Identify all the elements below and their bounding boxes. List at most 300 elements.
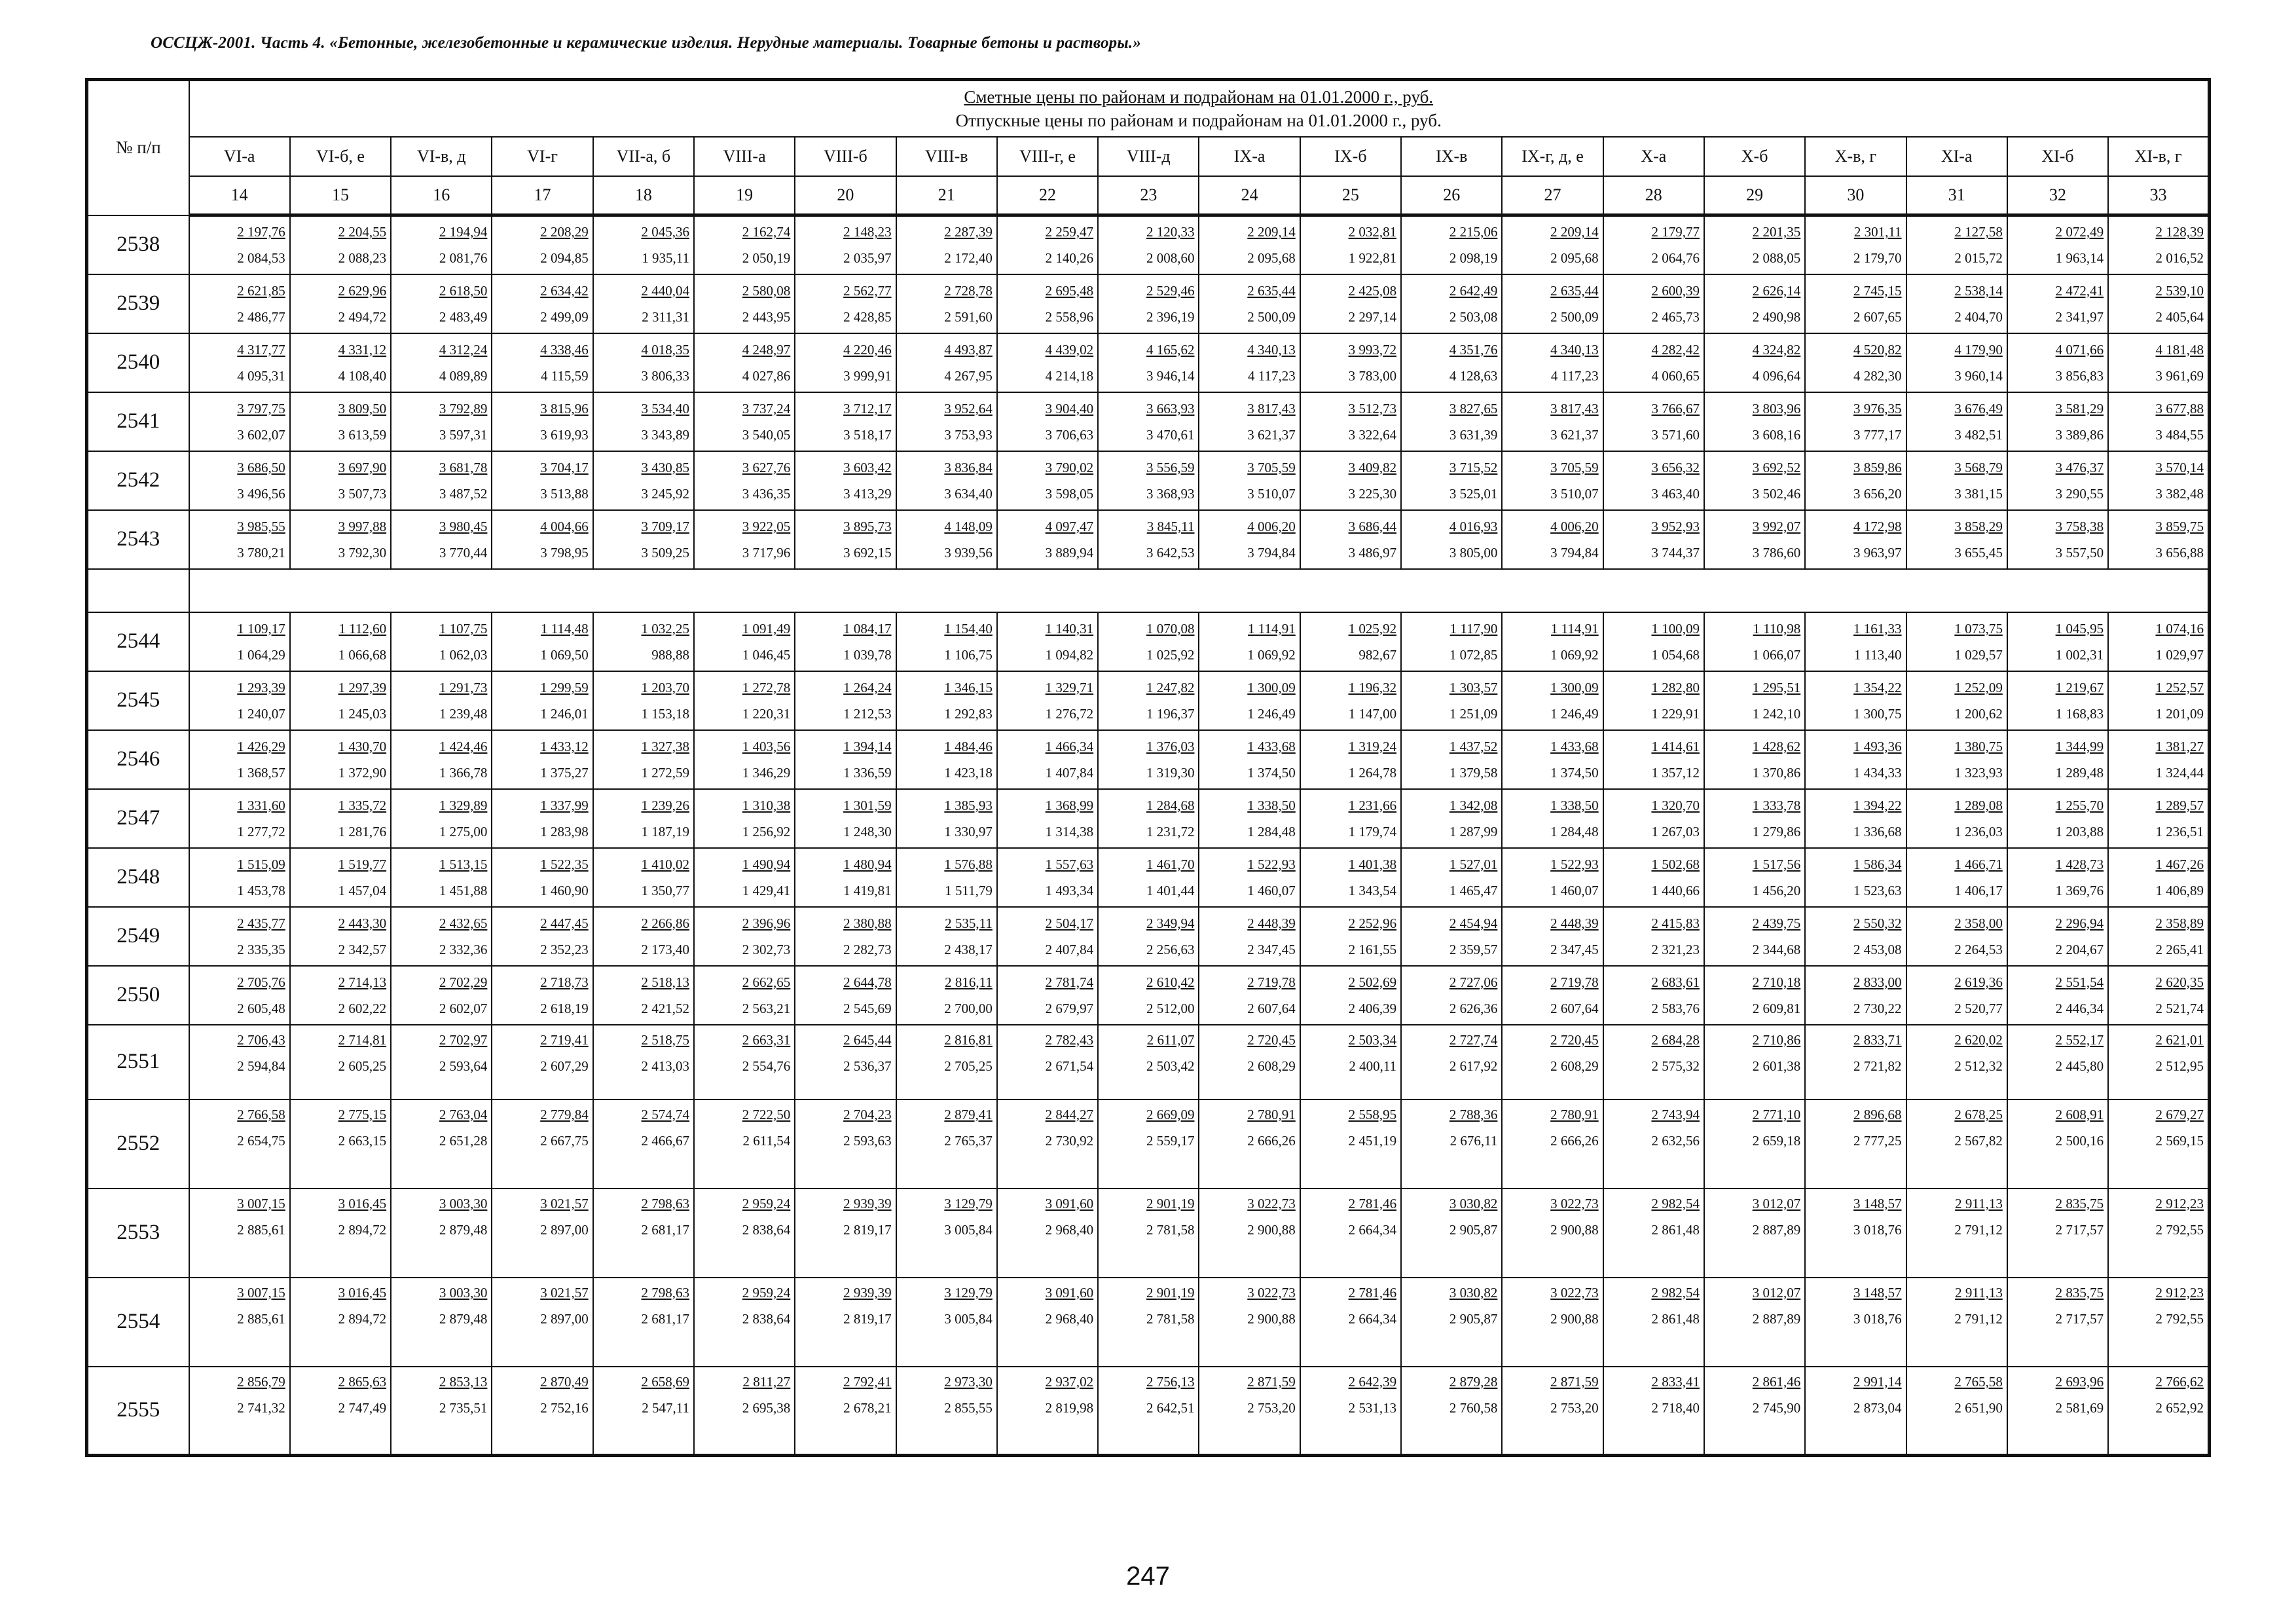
- price-cell: [795, 612, 896, 671]
- release-price: 2 594,84: [237, 1058, 285, 1074]
- release-price: 1 196,37: [1146, 705, 1195, 722]
- estimate-price: 2 870,49: [540, 1373, 589, 1390]
- price-cell: [2007, 510, 2108, 569]
- release-price: 1 236,03: [1954, 823, 2003, 840]
- estimate-price: 2 982,54: [1651, 1195, 1700, 1211]
- estimate-price: 1 110,98: [1753, 620, 1801, 637]
- price-cell: [1401, 451, 1502, 510]
- price-cell: [391, 392, 492, 451]
- column-number: 15: [290, 176, 391, 215]
- estimate-price: 1 586,34: [1853, 856, 1902, 872]
- release-price: 2 819,17: [843, 1310, 892, 1327]
- release-price: 1 248,30: [843, 823, 892, 840]
- estimate-price: 4 018,35: [641, 341, 689, 358]
- estimate-price: 4 324,82: [1752, 341, 1801, 358]
- price-cell: [593, 730, 694, 789]
- release-price: 2 601,38: [1752, 1058, 1801, 1074]
- price-cell: [1199, 215, 1300, 274]
- release-price: 2 681,17: [641, 1221, 689, 1238]
- price-cell: [1502, 848, 1603, 907]
- estimate-price: 1 557,63: [1045, 856, 1094, 872]
- estimate-price: 4 493,87: [944, 341, 993, 358]
- release-price: 2 500,16: [2055, 1132, 2104, 1149]
- release-price: 1 069,50: [540, 646, 589, 663]
- estimate-price: 3 758,38: [2055, 518, 2104, 534]
- price-cell: [290, 451, 391, 510]
- estimate-price: 2 939,39: [843, 1284, 892, 1301]
- price-cell: [1906, 1099, 2007, 1189]
- estimate-price: 2 719,78: [1247, 974, 1296, 990]
- table-row: [87, 966, 2210, 1025]
- release-price: 1 523,63: [1853, 882, 1902, 898]
- release-price: 2 591,60: [944, 308, 993, 325]
- estimate-price: 1 114,91: [1550, 620, 1599, 637]
- release-price: 4 027,86: [742, 367, 791, 384]
- release-price: 2 607,64: [1550, 1000, 1599, 1016]
- estimate-price: 3 980,45: [439, 518, 488, 534]
- estimate-price: 2 959,24: [742, 1195, 791, 1211]
- price-cell: [2007, 392, 2108, 451]
- price-cell: [1199, 730, 1300, 789]
- estimate-price: 2 911,13: [1955, 1284, 2003, 1301]
- price-cell: [1098, 1189, 1199, 1278]
- price-cell: [1401, 392, 1502, 451]
- release-price: 2 666,26: [1550, 1132, 1599, 1149]
- release-price: 2 531,13: [1348, 1399, 1397, 1416]
- estimate-price: 2 448,39: [1247, 915, 1296, 931]
- release-price: 1 279,86: [1752, 823, 1801, 840]
- price-cell: [1502, 671, 1603, 730]
- column-number: 28: [1603, 176, 1704, 215]
- estimate-price: 1 490,94: [742, 856, 791, 872]
- release-price: 3 642,53: [1146, 544, 1195, 561]
- estimate-price: 1 329,71: [1045, 679, 1094, 695]
- release-price: 2 651,90: [1954, 1399, 2003, 1416]
- price-cell: [492, 1025, 592, 1099]
- estimate-price: 3 766,67: [1651, 400, 1700, 416]
- price-cell: [1098, 510, 1199, 569]
- release-price: 3 413,29: [843, 485, 892, 502]
- estimate-price: 2 197,76: [237, 224, 285, 240]
- release-price: 1 451,88: [439, 882, 488, 898]
- estimate-price: 2 865,63: [338, 1373, 387, 1390]
- release-price: 2 781,58: [1146, 1221, 1195, 1238]
- release-price: 2 064,76: [1651, 250, 1700, 267]
- price-cell: [1906, 907, 2007, 966]
- estimate-price: 2 959,24: [742, 1284, 791, 1301]
- estimate-price: 3 797,75: [237, 400, 285, 416]
- estimate-price: 1 403,56: [742, 738, 791, 754]
- table-row: [87, 333, 2210, 392]
- row-number: 2539: [87, 274, 189, 333]
- release-price: 3 597,31: [439, 426, 488, 443]
- price-cell: [1098, 848, 1199, 907]
- release-price: 1 236,51: [2155, 823, 2204, 840]
- estimate-price: 2 301,11: [1853, 224, 1902, 240]
- price-cell: [896, 1189, 997, 1278]
- estimate-price: 2 679,27: [2155, 1106, 2204, 1122]
- estimate-price: 2 844,27: [1045, 1106, 1094, 1122]
- price-cell: [1199, 966, 1300, 1025]
- estimate-price: 1 301,59: [843, 797, 892, 813]
- release-price: 2 347,45: [1247, 941, 1296, 957]
- release-price: 3 856,83: [2055, 367, 2104, 384]
- price-cell: [1300, 274, 1401, 333]
- release-price: 2 483,49: [439, 308, 488, 325]
- release-price: 2 679,97: [1045, 1000, 1094, 1016]
- price-cell: [189, 1278, 290, 1367]
- price-cell: [1704, 215, 1805, 274]
- release-price: 2 404,70: [1954, 308, 2003, 325]
- column-number: 17: [492, 176, 592, 215]
- estimate-price: 1 303,57: [1449, 679, 1498, 695]
- release-price: 3 631,39: [1449, 426, 1498, 443]
- price-table: [85, 78, 2211, 1457]
- release-price: 2 602,22: [338, 1000, 387, 1016]
- release-price: 2 602,07: [439, 1000, 488, 1016]
- estimate-price: 4 148,09: [944, 518, 993, 534]
- price-cell: [189, 1099, 290, 1189]
- estimate-price: 2 645,44: [843, 1031, 892, 1048]
- release-price: 3 509,25: [641, 544, 689, 561]
- release-price: 2 608,29: [1247, 1058, 1296, 1074]
- estimate-price: 2 425,08: [1348, 282, 1397, 299]
- estimate-price: 1 342,08: [1449, 797, 1498, 813]
- price-cell: [1906, 789, 2007, 848]
- estimate-price: 2 756,13: [1146, 1373, 1195, 1390]
- release-price: 1 935,11: [642, 250, 689, 267]
- estimate-price: 4 338,46: [540, 341, 589, 358]
- estimate-price: 3 792,89: [439, 400, 488, 416]
- price-cell: [1401, 274, 1502, 333]
- release-price: 4 115,59: [540, 367, 589, 384]
- price-cell: [391, 215, 492, 274]
- release-price: 3 621,37: [1550, 426, 1599, 443]
- estimate-price: 3 686,50: [237, 459, 285, 475]
- estimate-price: 3 021,57: [540, 1195, 589, 1211]
- price-cell: [694, 1099, 795, 1189]
- release-price: 2 900,88: [1247, 1221, 1296, 1238]
- region-header: IX-в: [1401, 137, 1502, 176]
- price-cell: [1805, 907, 1906, 966]
- release-price: 2 609,81: [1752, 1000, 1801, 1016]
- price-cell: [795, 1025, 896, 1099]
- price-cell: [1300, 848, 1401, 907]
- price-cell: [997, 274, 1098, 333]
- estimate-price: 3 815,96: [540, 400, 589, 416]
- release-price: 3 946,14: [1146, 367, 1195, 384]
- price-cell: [290, 671, 391, 730]
- estimate-price: 1 493,36: [1853, 738, 1902, 754]
- price-cell: [593, 789, 694, 848]
- price-cell: [1704, 333, 1805, 392]
- price-cell: [1502, 907, 1603, 966]
- release-price: 2 407,84: [1045, 941, 1094, 957]
- estimate-price: 1 333,78: [1752, 797, 1801, 813]
- price-cell: [1906, 730, 2007, 789]
- price-cell: [391, 1367, 492, 1456]
- price-cell: [189, 333, 290, 392]
- release-price: 1 460,07: [1550, 882, 1599, 898]
- estimate-price: 1 310,38: [742, 797, 791, 813]
- price-cell: [1098, 730, 1199, 789]
- price-cell: [2007, 848, 2108, 907]
- price-cell: [1300, 1367, 1401, 1456]
- estimate-price: 2 871,59: [1247, 1373, 1296, 1390]
- price-cell: [1805, 392, 1906, 451]
- release-price: 982,67: [1358, 646, 1397, 663]
- price-cell: [1906, 1367, 2007, 1456]
- release-price: 1 275,00: [439, 823, 488, 840]
- estimate-price: 1 289,08: [1954, 797, 2003, 813]
- table-row: [87, 392, 2210, 451]
- release-price: 2 617,92: [1449, 1058, 1498, 1074]
- region-header: XI-в, г: [2108, 137, 2209, 176]
- estimate-price: 1 428,62: [1752, 738, 1801, 754]
- price-cell: [1098, 1099, 1199, 1189]
- estimate-price: 1 025,92: [1348, 620, 1397, 637]
- estimate-price: 2 443,30: [338, 915, 387, 931]
- estimate-price: 4 004,66: [540, 518, 589, 534]
- estimate-price: 3 091,60: [1045, 1195, 1094, 1211]
- release-price: 2 486,77: [237, 308, 285, 325]
- price-cell: [997, 789, 1098, 848]
- release-price: 2 567,82: [1954, 1132, 2003, 1149]
- release-price: 2 575,32: [1651, 1058, 1700, 1074]
- price-cell: [1603, 907, 1704, 966]
- estimate-price: 1 154,40: [944, 620, 993, 637]
- region-header-row: [87, 137, 2210, 176]
- release-price: 2 264,53: [1954, 941, 2003, 957]
- release-price: 1 277,72: [237, 823, 285, 840]
- estimate-price: 3 603,42: [843, 459, 892, 475]
- estimate-price: 3 845,11: [1146, 518, 1195, 534]
- price-cell: [1603, 966, 1704, 1025]
- price-cell: [1805, 1367, 1906, 1456]
- release-price: 1 054,68: [1651, 646, 1700, 663]
- release-price: 2 098,19: [1449, 250, 1498, 267]
- price-cell: [1603, 1367, 1704, 1456]
- price-cell: [2007, 215, 2108, 274]
- estimate-price: 2 128,39: [2155, 224, 2204, 240]
- estimate-price: 4 006,20: [1550, 518, 1599, 534]
- estimate-price: 2 209,14: [1550, 224, 1599, 240]
- release-price: 1 246,49: [1247, 705, 1296, 722]
- region-header: VII-а, б: [593, 137, 694, 176]
- price-cell: [1300, 510, 1401, 569]
- release-price: 1 379,58: [1449, 764, 1498, 781]
- release-price: 3 486,97: [1348, 544, 1397, 561]
- estimate-price: 3 712,17: [843, 400, 892, 416]
- release-price: 2 512,32: [1954, 1058, 2003, 1074]
- release-price: 1 374,50: [1247, 764, 1296, 781]
- release-price: 2 359,57: [1449, 941, 1498, 957]
- estimate-price: 2 766,62: [2155, 1373, 2204, 1390]
- region-header: VI-г: [492, 137, 592, 176]
- release-price: 3 518,17: [843, 426, 892, 443]
- estimate-price: 3 581,29: [2055, 400, 2104, 416]
- price-cell: [2007, 1025, 2108, 1099]
- estimate-price: 2 982,54: [1651, 1284, 1700, 1301]
- release-price: 1 368,57: [237, 764, 285, 781]
- estimate-price: 2 435,77: [237, 915, 285, 931]
- release-price: 1 963,14: [2055, 250, 2104, 267]
- price-cell: [189, 966, 290, 1025]
- price-cell: [1401, 1278, 1502, 1367]
- release-price: 1 201,09: [2155, 705, 2204, 722]
- release-price: 2 500,09: [1247, 308, 1296, 325]
- price-cell: [189, 392, 290, 451]
- release-price: 3 786,60: [1752, 544, 1801, 561]
- price-cell: [1401, 333, 1502, 392]
- table-row: [87, 1189, 2210, 1278]
- estimate-price: 2 861,46: [1752, 1373, 1801, 1390]
- price-cell: [997, 1367, 1098, 1456]
- estimate-price: 2 538,14: [1954, 282, 2003, 299]
- estimate-price: 2 215,06: [1449, 224, 1498, 240]
- price-cell: [593, 1189, 694, 1278]
- region-header: VI-б, е: [290, 137, 391, 176]
- price-cell: [1906, 848, 2007, 907]
- price-cell: [2108, 1189, 2209, 1278]
- price-cell: [795, 1367, 896, 1456]
- estimate-price: 2 782,43: [1045, 1031, 1094, 1048]
- release-price: 1 025,92: [1146, 646, 1195, 663]
- estimate-price: 2 766,58: [237, 1106, 285, 1122]
- estimate-price: 2 642,49: [1449, 282, 1498, 299]
- release-price: 2 652,92: [2155, 1399, 2204, 1416]
- price-cell: [1300, 907, 1401, 966]
- release-price: 2 400,11: [1349, 1058, 1397, 1074]
- price-cell: [1300, 1099, 1401, 1189]
- price-cell: [1502, 966, 1603, 1025]
- region-header: XI-б: [2007, 137, 2108, 176]
- release-price: 1 366,78: [439, 764, 488, 781]
- price-cell: [290, 966, 391, 1025]
- price-cell: [2007, 274, 2108, 333]
- estimate-price: 1 461,70: [1146, 856, 1195, 872]
- table-title-row: [87, 80, 2210, 138]
- region-header: IX-г, д, е: [1502, 137, 1603, 176]
- release-price: 1 922,81: [1348, 250, 1397, 267]
- release-price: 1 281,76: [338, 823, 387, 840]
- price-cell: [391, 612, 492, 671]
- table-row: [87, 612, 2210, 671]
- estimate-price: 2 695,48: [1045, 282, 1094, 299]
- price-cell: [694, 510, 795, 569]
- release-price: 3 621,37: [1247, 426, 1296, 443]
- price-cell: [1704, 848, 1805, 907]
- price-cell: [795, 333, 896, 392]
- release-price: 1 046,45: [742, 646, 791, 663]
- row-number: 2543: [87, 510, 189, 569]
- price-cell: [189, 1189, 290, 1278]
- price-cell: [593, 510, 694, 569]
- estimate-price: 2 072,49: [2055, 224, 2104, 240]
- release-price: 4 108,40: [338, 367, 387, 384]
- release-price: 3 487,52: [439, 485, 488, 502]
- price-cell: [1502, 1025, 1603, 1099]
- price-cell: [1502, 215, 1603, 274]
- price-cell: [290, 1367, 391, 1456]
- release-price: 2 791,12: [1954, 1310, 2003, 1327]
- release-price: 2 607,29: [540, 1058, 589, 1074]
- row-number: 2548: [87, 848, 189, 907]
- price-cell: [1805, 730, 1906, 789]
- price-cell: [1199, 671, 1300, 730]
- price-cell: [1199, 1278, 1300, 1367]
- release-price: 3 794,84: [1550, 544, 1599, 561]
- estimate-price: 2 714,13: [338, 974, 387, 990]
- estimate-price: 3 803,96: [1752, 400, 1801, 416]
- release-price: 2 705,25: [944, 1058, 993, 1074]
- release-price: 2 347,45: [1550, 941, 1599, 957]
- price-cell: [795, 215, 896, 274]
- price-cell: [896, 848, 997, 907]
- price-cell: [1098, 612, 1199, 671]
- estimate-price: 1 433,68: [1550, 738, 1599, 754]
- column-number: 24: [1199, 176, 1300, 215]
- estimate-price: 2 901,19: [1146, 1195, 1195, 1211]
- release-price: 2 204,67: [2055, 941, 2104, 957]
- release-price: 3 496,56: [237, 485, 285, 502]
- release-price: 1 460,07: [1247, 882, 1296, 898]
- estimate-price: 2 727,74: [1449, 1031, 1498, 1048]
- estimate-price: 2 835,75: [2055, 1195, 2104, 1211]
- price-cell: [1805, 1278, 1906, 1367]
- empty-cell: [87, 569, 189, 612]
- release-price: 1 343,54: [1348, 882, 1397, 898]
- price-cell: [1098, 907, 1199, 966]
- price-cell: [1603, 1278, 1704, 1367]
- estimate-price: 3 709,17: [641, 518, 689, 534]
- estimate-price: 2 745,15: [1853, 282, 1902, 299]
- price-cell: [896, 333, 997, 392]
- estimate-price: 2 296,94: [2055, 915, 2104, 931]
- price-cell: [290, 1189, 391, 1278]
- price-cell: [290, 789, 391, 848]
- release-price: 2 443,95: [742, 308, 791, 325]
- estimate-price: 4 071,66: [2055, 341, 2104, 358]
- estimate-price: 3 007,15: [237, 1284, 285, 1301]
- price-cell: [1603, 392, 1704, 451]
- release-price: 1 002,31: [2055, 646, 2104, 663]
- estimate-price: 1 331,60: [237, 797, 285, 813]
- release-price: 2 905,87: [1449, 1221, 1498, 1238]
- price-cell: [795, 730, 896, 789]
- estimate-price: 2 727,06: [1449, 974, 1498, 990]
- release-price: 2 490,98: [1752, 308, 1801, 325]
- release-price: 3 540,05: [742, 426, 791, 443]
- price-cell: [1603, 789, 1704, 848]
- release-price: 1 220,31: [742, 705, 791, 722]
- price-cell: [290, 510, 391, 569]
- estimate-price: 2 266,86: [641, 915, 689, 931]
- estimate-price: 1 380,75: [1954, 738, 2003, 754]
- price-cell: [1603, 671, 1704, 730]
- release-price: 1 168,83: [2055, 705, 2104, 722]
- release-price: 2 569,15: [2155, 1132, 2204, 1149]
- price-cell: [1704, 1189, 1805, 1278]
- release-price: 1 069,92: [1247, 646, 1296, 663]
- price-cell: [2108, 671, 2209, 730]
- estimate-price: 2 504,17: [1045, 915, 1094, 931]
- page-number: 247: [1126, 1562, 1170, 1591]
- release-price: 2 335,35: [237, 941, 285, 957]
- estimate-price: 2 447,45: [540, 915, 589, 931]
- release-price: 1 456,20: [1752, 882, 1801, 898]
- release-price: 1 374,50: [1550, 764, 1599, 781]
